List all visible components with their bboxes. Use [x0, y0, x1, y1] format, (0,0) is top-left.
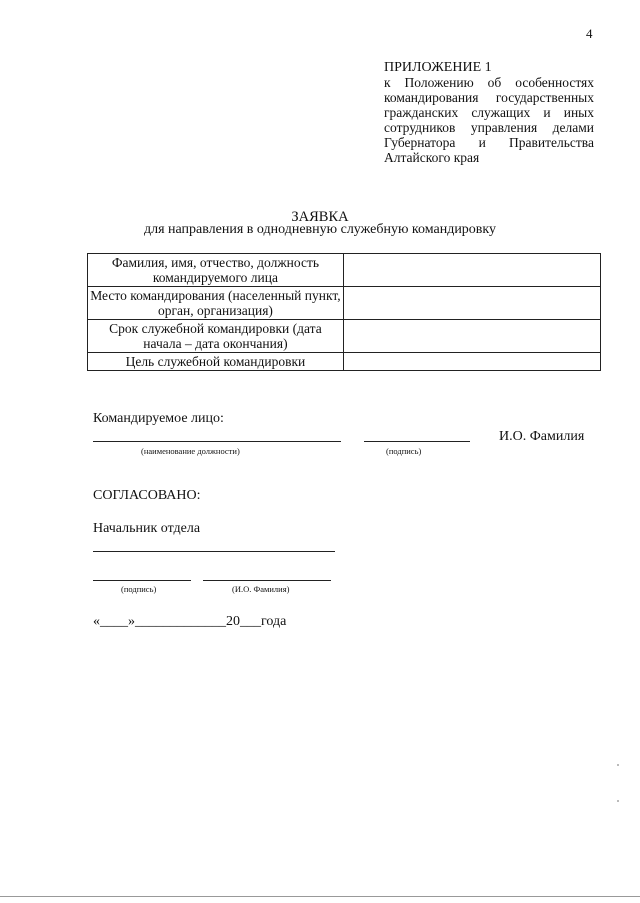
traveler-signature-caption: (подпись) — [386, 446, 422, 456]
document-subtitle: для направления в однодневную служебную командировку — [143, 222, 497, 237]
appendix-block — [384, 60, 594, 165]
appendix-title: ПРИЛОЖЕНИЕ 1 — [384, 60, 492, 75]
approver-role: Начальник отдела — [93, 521, 201, 536]
scan-speck — [617, 800, 619, 802]
approval-heading: СОГЛАСОВАНО: — [93, 488, 201, 503]
approver-name-line[interactable] — [203, 580, 331, 581]
field-value-full-name[interactable] — [343, 254, 600, 287]
field-label-full-name: Фамилия, имя, отчество, должность командируемого лица — [88, 254, 344, 287]
approver-signature-line[interactable] — [93, 580, 191, 581]
table-row — [88, 287, 601, 320]
scan-speck — [617, 764, 619, 766]
approver-position-line[interactable] — [93, 551, 335, 552]
field-value-duration[interactable] — [343, 320, 600, 353]
field-value-destination[interactable] — [343, 287, 600, 320]
traveler-signature-line[interactable] — [364, 441, 470, 442]
field-label-destination: Место командирования (населенный пункт, орган, организация) — [88, 287, 344, 320]
table-row — [88, 353, 601, 371]
appendix-text: к Положению об особенностях командирования государственных гражданских служащих и иных сотрудников управления делами Губернатора и Правительства Алтайского края — [384, 75, 594, 165]
field-label-purpose: Цель служебной командировки — [88, 353, 344, 371]
position-signature-line[interactable] — [93, 441, 341, 442]
approver-name-caption: (И.О. Фамилия) — [232, 584, 290, 594]
page-number: 4 — [586, 26, 593, 41]
table-row — [88, 254, 601, 287]
request-fields-table — [87, 253, 601, 371]
field-label-duration: Срок служебной командировки (дата начала – дата окончания) — [88, 320, 344, 353]
table-row — [88, 320, 601, 353]
traveler-name: И.О. Фамилия — [499, 429, 585, 444]
field-value-purpose[interactable] — [343, 353, 600, 371]
scan-edge-line — [0, 896, 640, 897]
traveler-heading: Командируемое лицо: — [93, 411, 224, 426]
approver-signature-caption: (подпись) — [121, 584, 157, 594]
approval-date-line: «____»_____________20___года — [93, 614, 287, 629]
position-caption: (наименование должности) — [141, 446, 240, 456]
document-title: ЗАЯВКА — [291, 209, 349, 225]
